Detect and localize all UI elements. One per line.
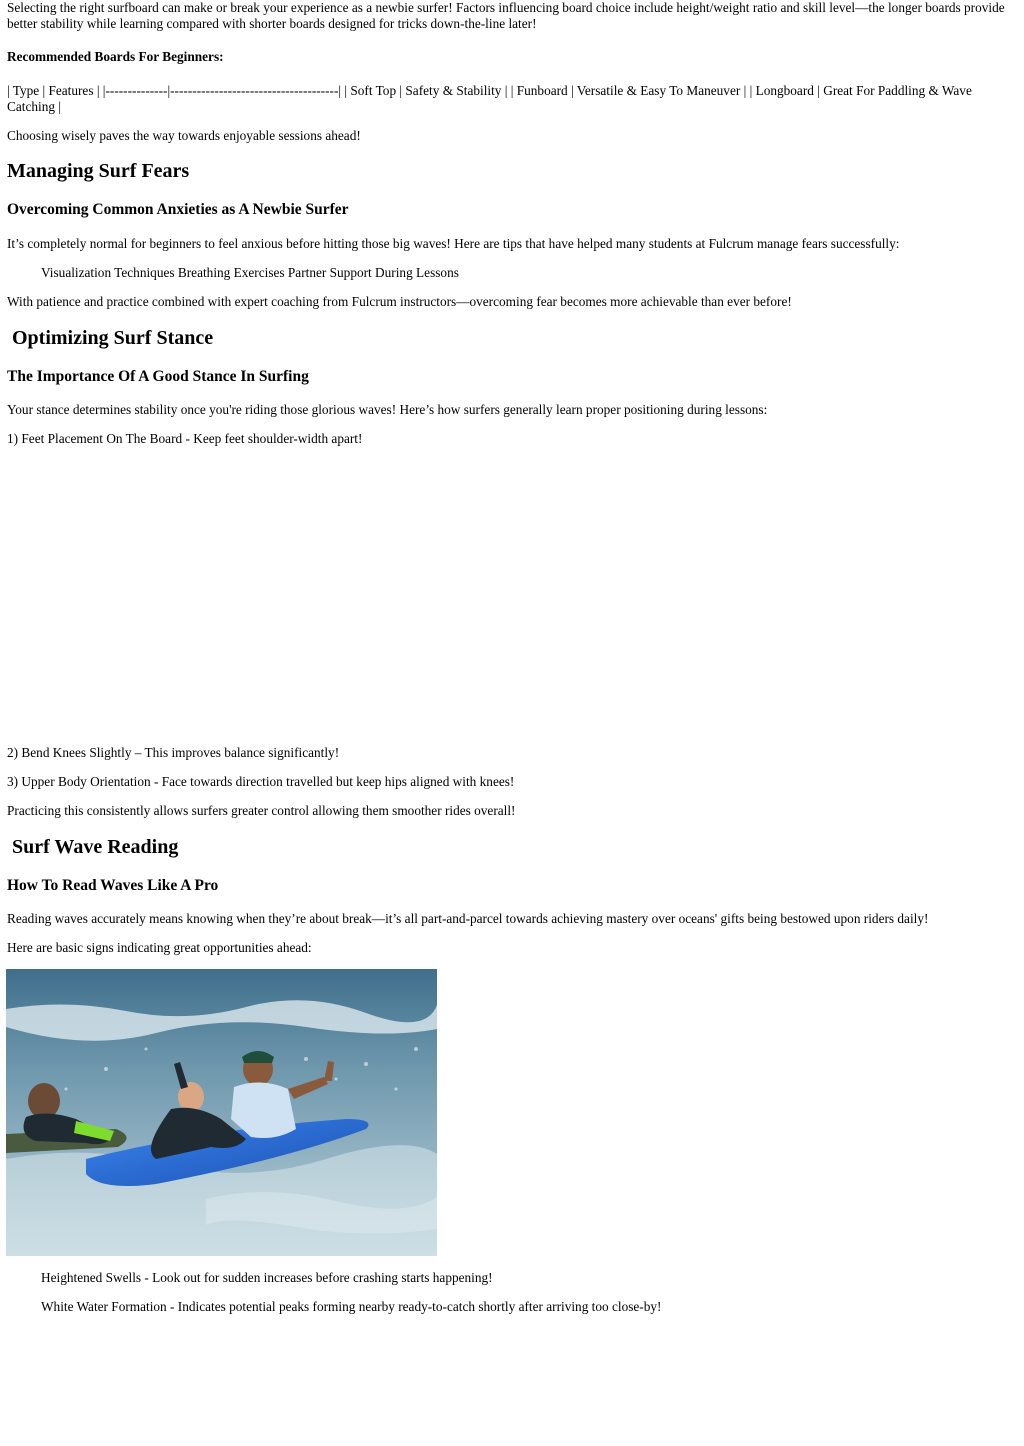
stance-intro: Your stance determines stability once you're riding those glorious waves! Here’s how surfers generally learn proper positioning during lessons: — [7, 402, 768, 417]
surf-photo-illustration — [6, 969, 437, 1256]
waves-subtitle: How To Read Waves Like A Pro — [7, 877, 219, 894]
boards-table-text: | Type | Features | |--------------|--------------------------------------| | Soft Top | Safety & Stability | | Funboard | Versatile & Easy To Maneuver | | Longboard | Great For Paddling & Wave Catching | — [7, 83, 972, 114]
waves-signs-intro: Here are basic signs indicating great opportunities ahead: — [7, 940, 312, 955]
fears-title: Managing Surf Fears — [7, 160, 190, 182]
fears-closing: With patience and practice combined with expert coaching from Fulcrum instructors—overcoming fear becomes more achievable than ever before! — [7, 294, 792, 309]
stance-step-1: 1) Feet Placement On The Board - Keep feet shoulder-width apart! — [7, 431, 363, 446]
fears-subtitle: Overcoming Common Anxieties as A Newbie Surfer — [7, 201, 349, 218]
stance-subtitle: The Importance Of A Good Stance In Surfing — [7, 368, 309, 385]
stance-step-2: 2) Bend Knees Slightly – This improves balance significantly! — [7, 745, 340, 760]
intro-paragraph: Selecting the right surfboard can make or break your experience as a newbie surfer! Factors influencing board choice include height/weight ratio and skill level—the longer boards provide better stability while learning compared with shorter boards designed for tricks down-the-line later! — [7, 0, 1005, 31]
stance-closing: Practicing this consistently allows surfers greater control allowing them smoother rides overall! — [7, 803, 516, 818]
boards-heading: Recommended Boards For Beginners: — [7, 49, 224, 64]
stance-title: Optimizing Surf Stance — [7, 327, 214, 349]
waves-intro: Reading waves accurately means knowing when they’re about break—it’s all part-and-parcel towards achieving mastery over oceans' gifts being bestowed upon riders daily! — [7, 911, 929, 926]
fears-tips-list: Visualization Techniques Breathing Exercises Partner Support During Lessons — [41, 265, 459, 280]
waves-sign-1: Heightened Swells - Look out for sudden increases before crashing starts happening! — [41, 1270, 493, 1285]
waves-sign-2: White Water Formation - Indicates potential peaks forming nearby ready-to-catch shortly after arriving too close-by! — [41, 1299, 662, 1314]
stance-step-3: 3) Upper Body Orientation - Face towards direction travelled but keep hips aligned with knees! — [7, 774, 515, 789]
waves-title: Surf Wave Reading — [7, 836, 179, 858]
boards-closing: Choosing wisely paves the way towards enjoyable sessions ahead! — [7, 128, 361, 143]
fears-intro: It’s completely normal for beginners to feel anxious before hitting those big waves! Here are tips that have helped many students at Fulcrum manage fears successfully: — [7, 236, 900, 251]
surf-students-photo — [6, 969, 437, 1256]
